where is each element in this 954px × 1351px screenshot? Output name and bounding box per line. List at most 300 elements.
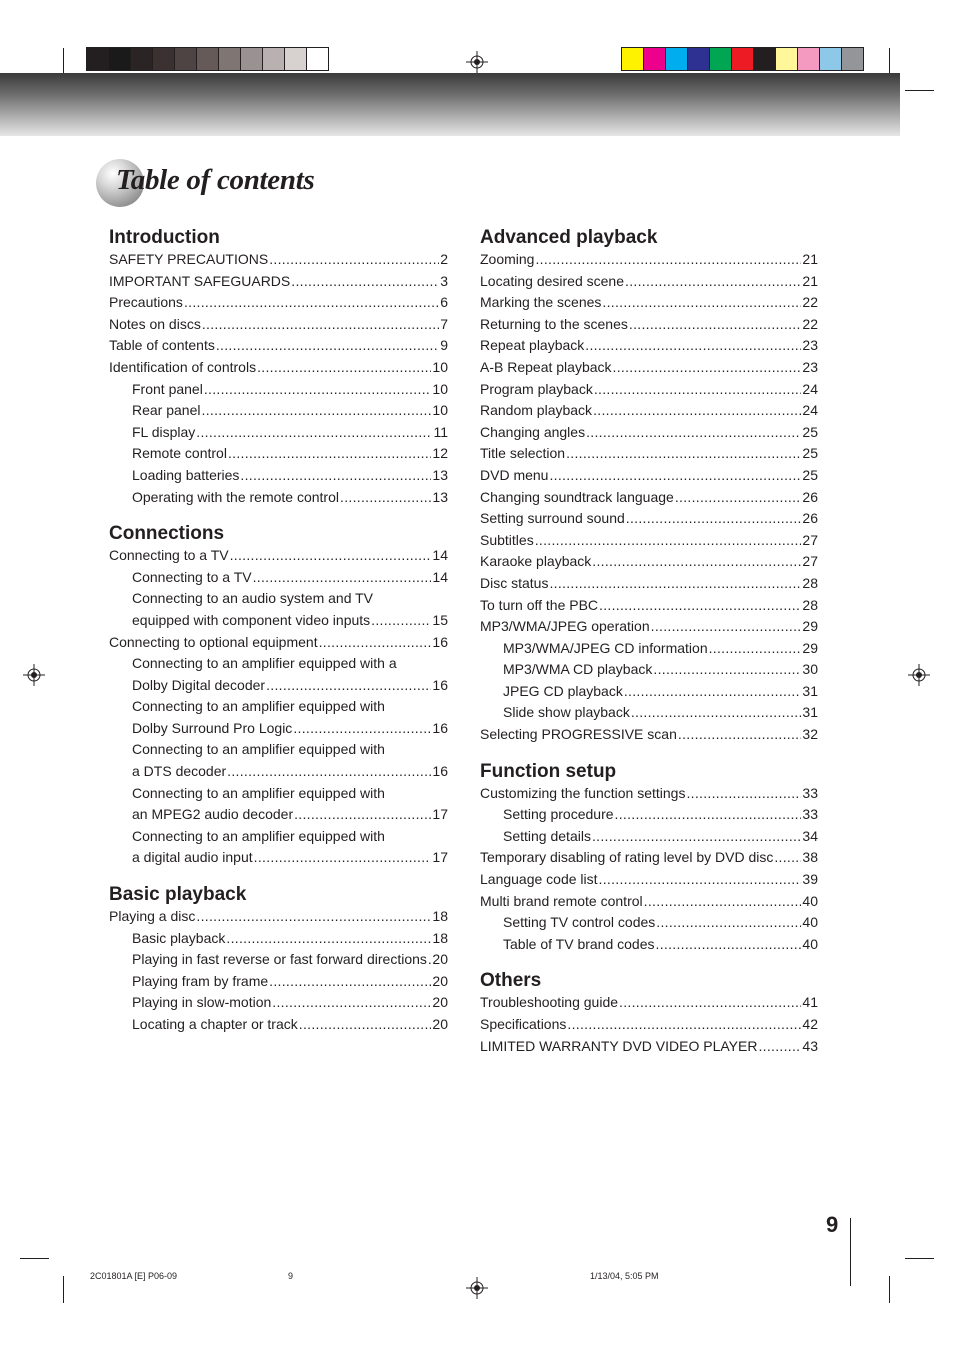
toc-entry-page: 14 [432,568,448,585]
toc-entry [480,616,818,638]
toc-entry-page: 39 [802,871,818,888]
toc-entry [109,783,448,805]
toc-entry-title: JPEG CD playback [503,682,623,699]
toc-entry-page: 21 [802,272,818,289]
color-swatch [285,48,307,70]
dot-leader [626,508,802,530]
toc-entry [109,545,448,567]
toc-entry [109,718,448,740]
toc-entry [480,724,818,746]
dot-leader [240,465,431,487]
color-swatch [622,48,644,70]
dot-leader [613,357,802,379]
toc-entry-title: Multi brand remote control [480,892,643,909]
toc-entry-page: 2 [440,251,448,267]
dot-leader [254,847,432,869]
toc-entry-title: Setting surround sound [480,510,625,527]
dot-leader [625,271,801,293]
toc-entry-page: 25 [802,445,818,462]
dot-leader [678,724,802,746]
dot-leader [602,292,801,314]
toc-entry-page: 29 [802,618,818,635]
dot-leader [228,443,431,465]
dot-leader [340,487,431,509]
color-swatch [732,48,754,70]
toc-entry [109,487,448,509]
toc-entry [109,357,448,379]
toc-entry [480,465,818,487]
toc-entry-title: Locating desired scene [480,272,624,289]
toc-entry-page: 23 [802,337,818,354]
dot-leader [299,1014,432,1036]
toc-entry-page: 23 [802,358,818,375]
toc-entry-title: Karaoke playback [480,553,592,570]
toc-entry-title: Table of TV brand codes [503,935,655,952]
dot-leader [592,826,801,848]
crop-mark [20,1258,49,1259]
toc-entry-title: Playing in slow-motion [132,994,272,1011]
toc-entry [480,400,818,422]
dot-leader [593,400,801,422]
dot-leader [428,949,432,971]
dot-leader [592,551,801,573]
toc-entry-page: 16 [432,719,448,736]
toc-entry [109,653,448,675]
dot-leader [272,992,431,1014]
crop-mark [889,48,890,75]
toc-entry [480,804,818,826]
toc-entry-title: Basic playback [132,929,226,946]
color-swatch [842,48,863,70]
toc-entry-page: 17 [432,806,448,823]
toc-section [109,883,448,1036]
toc-entry [109,588,448,610]
dot-leader [226,928,431,950]
toc-entry [480,422,818,444]
toc-entry-title: Random playback [480,402,593,419]
toc-entry [480,443,818,465]
toc-entry-page: 28 [802,574,818,591]
toc-entry [109,971,448,993]
color-swatch [644,48,666,70]
toc-entry-title: Specifications [480,1016,567,1032]
color-swatch [219,48,241,70]
toc-entry [109,379,448,401]
toc-entry-title: a digital audio input [132,849,253,866]
crop-mark [63,48,64,75]
toc-entry-title: Connecting to an audio system and TV [132,590,374,607]
toc-entry-title: Front panel [132,380,203,397]
toc-entry-title: Title selection [480,445,566,462]
toc-entry [109,400,448,422]
toc-entry-page: 25 [802,466,818,483]
dot-leader [535,530,802,552]
section-heading: Basic playback [109,884,247,906]
toc-entry-page: 7 [440,315,448,332]
toc-entry-title: Changing soundtrack language [480,488,674,505]
toc-entry-title: Program playback [480,380,593,397]
toc-entry [109,335,448,357]
toc-entry-title: Playing a disc [109,908,196,925]
dot-leader [202,400,432,422]
toc-entry [480,1014,818,1036]
toc-entry [109,696,448,718]
toc-entry-page: 40 [802,935,818,952]
toc-entry-title: DVD menu [480,466,549,483]
toc-entry [480,1036,818,1058]
crop-mark [63,1276,64,1303]
toc-entry [109,906,448,928]
toc-entry-page: 22 [802,315,818,332]
toc-entry-title: Customizing the function settings [480,784,686,801]
toc-entry [480,702,818,724]
dot-leader [257,357,431,379]
gray-calibration-bar [86,47,329,71]
toc-entry [480,573,818,595]
toc-entry [480,314,818,336]
dot-leader [594,379,802,401]
dot-leader [651,616,802,638]
toc-entry-title: LIMITED WARRANTY DVD VIDEO PLAYER [480,1037,758,1054]
toc-entry-title: a DTS decoder [132,763,227,780]
toc-entry [109,1014,448,1036]
toc-section [480,969,818,1057]
footer-code: 2C01801A [E] P06-09 [90,1271,178,1281]
toc-entry [480,551,818,573]
footer-page: 9 [288,1271,294,1281]
toc-entry-title: Zooming [480,251,535,267]
toc-entry-title: Playing in fast reverse or fast forward directions [132,951,427,968]
toc-entry-title: Operating with the remote control [132,488,339,505]
dot-leader [294,804,431,826]
toc-entry [480,595,818,617]
color-swatch [754,48,776,70]
dot-leader [269,971,431,993]
toc-entry-title: To turn off the PBC [480,596,599,613]
toc-entry-page: 38 [802,849,818,866]
toc-entry-page: 20 [432,1016,448,1032]
dot-leader [216,335,439,357]
toc-entry [109,761,448,783]
toc-entry-title: A-B Repeat playback [480,358,612,375]
toc-entry-title: FL display [132,423,196,440]
dot-leader [586,422,801,444]
toc-entry [480,379,818,401]
toc-entry [109,675,448,697]
toc-entry [480,934,818,956]
toc-entry-page: 11 [433,423,448,440]
toc-entry-page: 42 [802,1016,818,1032]
registration-mark-icon [466,51,488,73]
toc-entry-page: 10 [432,402,448,419]
toc-entry [480,992,818,1014]
toc-entry [109,949,448,971]
toc-entry-title: Connecting to a TV [109,547,229,564]
toc-entry [480,292,818,314]
toc-section [480,760,818,956]
dot-leader [230,545,432,567]
toc-entry-title: Disc status [480,574,549,591]
toc-entry [109,928,448,950]
toc-entry-page: 6 [440,294,448,311]
toc-section [109,522,448,869]
toc-entry-title: Subtitles [480,531,534,548]
toc-entry-title: Identification of controls [109,358,257,375]
toc-entry-page: 26 [802,488,818,505]
toc-entry-title: Language code list [480,871,598,888]
toc-entry [480,530,818,552]
color-swatch [666,48,688,70]
dot-leader [644,891,802,913]
dot-leader [585,335,801,357]
toc-entry [109,292,448,314]
toc-entry [480,912,818,934]
dot-leader [619,992,801,1014]
toc-entry-page: 24 [802,402,818,419]
toc-entry-page: 21 [802,251,818,267]
toc-entry-page: 41 [802,994,818,1011]
toc-entry [480,335,818,357]
toc-entry-title: equipped with component video inputs [132,611,371,628]
toc-entry-page: 13 [432,466,448,483]
toc-entry-page: 16 [432,633,448,650]
toc-entry-page: 43 [802,1037,818,1054]
toc-entry [480,638,818,660]
toc-entry-page: 20 [432,994,448,1011]
color-swatch [109,48,131,70]
toc-entry-title: SAFETY PRECAUTIONS [109,251,269,267]
dot-leader [549,465,801,487]
registration-mark-icon [466,1277,488,1299]
toc-entry [480,826,818,848]
toc-entry-title: Marking the scenes [480,294,602,311]
registration-mark-icon [908,664,930,686]
dot-leader [709,638,802,660]
toc-entry [109,465,448,487]
toc-entry [109,271,448,293]
page-number: 9 [826,1212,839,1237]
toc-entry-page: 17 [432,849,448,866]
dot-leader [266,675,431,697]
dot-leader [196,906,431,928]
section-heading: Function setup [480,760,617,782]
toc-entry-title: Playing fram by frame [132,972,269,989]
color-swatch [820,48,842,70]
toc-entry-page: 25 [802,423,818,440]
toc-entry-page: 9 [440,337,448,354]
toc-section [480,226,818,746]
page-title: Table of contents [116,164,315,196]
crop-mark [905,90,934,91]
toc-entry-title: Dolby Surround Pro Logic [132,719,293,736]
toc-entry-page: 30 [802,661,818,678]
header-band [0,73,900,136]
dot-leader [319,632,432,654]
toc-entry [480,891,818,913]
toc-entry-page: 10 [432,380,448,397]
toc-entry [109,314,448,336]
toc-entry-title: Remote control [132,445,227,462]
toc-entry-title: Notes on discs [109,315,201,332]
toc-entry-title: Changing angles [480,423,586,440]
toc-entry [109,249,448,271]
section-heading: Introduction [109,227,220,248]
toc-entry-page: 26 [802,510,818,527]
toc-entry-title: Setting TV control codes [503,914,656,931]
toc-entry-title: MP3/WMA/JPEG CD information [503,639,708,656]
dot-leader [599,869,802,891]
dot-leader [599,595,801,617]
color-swatch [241,48,263,70]
toc-entry-title: Troubleshooting guide [480,994,619,1011]
toc-entry-title: MP3/WMA CD playback [503,661,653,678]
toc-entry-page: 12 [432,445,448,462]
color-swatch [197,48,219,70]
toc-entry [109,610,448,632]
toc-entry-title: MP3/WMA/JPEG operation [480,618,650,635]
toc-entry-page: 33 [802,784,818,801]
dot-leader [656,934,802,956]
toc-entry-title: Connecting to optional equipment [109,633,318,650]
dot-leader [227,761,431,783]
toc-entry [109,847,448,869]
color-swatch [175,48,197,70]
toc-entry-title: Connecting to an amplifier equipped with [132,784,385,801]
toc-entry-title: Rear panel [132,402,201,419]
color-swatch [263,48,285,70]
color-calibration-bar [621,47,864,71]
toc-entry [480,508,818,530]
dot-leader [549,573,801,595]
toc-entry-title: Returning to the scenes [480,315,628,332]
toc-entry-page: 33 [802,806,818,823]
toc-entry [109,992,448,1014]
toc-entry-title: Setting procedure [503,806,614,823]
toc-left-column [109,226,448,1050]
toc-entry-page: 40 [802,892,818,909]
color-swatch [688,48,710,70]
toc-entry-page: 27 [802,531,818,548]
dot-leader [566,443,801,465]
toc-entry [109,422,448,444]
color-swatch [153,48,175,70]
toc-entry-title: IMPORTANT SAFEGUARDS [109,272,291,289]
toc-entry-page: 3 [440,272,448,289]
toc-entry-page: 14 [432,547,448,564]
dot-leader [253,567,432,589]
section-heading: Connections [109,523,225,545]
toc-entry [480,271,818,293]
toc-entry-title: Connecting to an amplifier equipped with a [132,655,397,672]
registration-mark-icon [23,664,45,686]
toc-entry [480,357,818,379]
dot-leader [774,847,801,869]
toc-entry-page: 15 [432,611,448,628]
color-swatch [131,48,153,70]
toc-entry-page: 31 [802,682,818,699]
dot-leader [686,783,801,805]
dot-leader [184,292,439,314]
dot-leader [196,422,432,444]
toc-entry-title: an MPEG2 audio decoder [132,806,294,823]
toc-entry-page: 20 [432,951,448,968]
dot-leader [269,249,439,271]
toc-entry-title: Locating a chapter or track [132,1016,298,1032]
dot-leader [291,271,439,293]
dot-leader [202,314,439,336]
toc-entry-page: 20 [432,972,448,989]
toc-entry [109,826,448,848]
toc-entry-title: Table of contents [109,337,215,354]
toc-entry [480,681,818,703]
dot-leader [656,912,801,934]
toc-section [109,226,448,508]
toc-entry [109,804,448,826]
toc-entry-title: Precautions [109,294,183,311]
toc-entry-page: 32 [802,726,818,743]
dot-leader [675,487,802,509]
crop-mark [905,1258,934,1259]
toc-entry [480,869,818,891]
toc-entry-page: 40 [802,914,818,931]
toc-entry-page: 22 [802,294,818,311]
toc-entry [480,847,818,869]
crop-mark [889,1276,890,1303]
dot-leader [631,702,802,724]
toc-entry [109,632,448,654]
toc-entry-page: 27 [802,553,818,570]
page-rule [850,1218,851,1286]
dot-leader [204,379,432,401]
dot-leader [535,249,801,271]
toc-entry-page: 16 [432,763,448,780]
dot-leader [293,718,431,740]
color-swatch [798,48,820,70]
toc-entry [480,249,818,271]
color-swatch [710,48,732,70]
toc-entry [109,443,448,465]
toc-entry [109,567,448,589]
section-heading: Others [480,970,542,992]
section-heading: Advanced playback [480,227,658,248]
toc-entry-title: Dolby Digital decoder [132,676,266,693]
toc-entry [480,659,818,681]
dot-leader [653,659,801,681]
toc-entry-title: Connecting to a TV [132,568,252,585]
toc-entry-page: 18 [432,908,448,925]
footer-date: 1/13/04, 5:05 PM [590,1271,659,1281]
toc-entry-page: 10 [432,358,448,375]
dot-leader [624,681,802,703]
toc-entry-title: Selecting PROGRESSIVE scan [480,726,677,743]
dot-leader [629,314,802,336]
toc-entry-page: 28 [802,596,818,613]
toc-entry-page: 29 [802,639,818,656]
toc-entry-page: 24 [802,380,818,397]
toc-entry-page: 18 [432,929,448,946]
toc-entry-title: Connecting to an amplifier equipped with [132,827,385,844]
toc-entry-title: Connecting to an amplifier equipped with [132,698,385,715]
toc-entry-page: 16 [432,676,448,693]
toc-entry-title: Setting details [503,827,591,844]
dot-leader [615,804,802,826]
color-swatch [776,48,798,70]
toc-entry-title: Temporary disabling of rating level by DVD disc [480,849,774,866]
dot-leader [567,1014,801,1036]
toc-right-column [480,226,818,1071]
toc-entry-title: Repeat playback [480,337,585,354]
toc-entry-page: 34 [802,827,818,844]
